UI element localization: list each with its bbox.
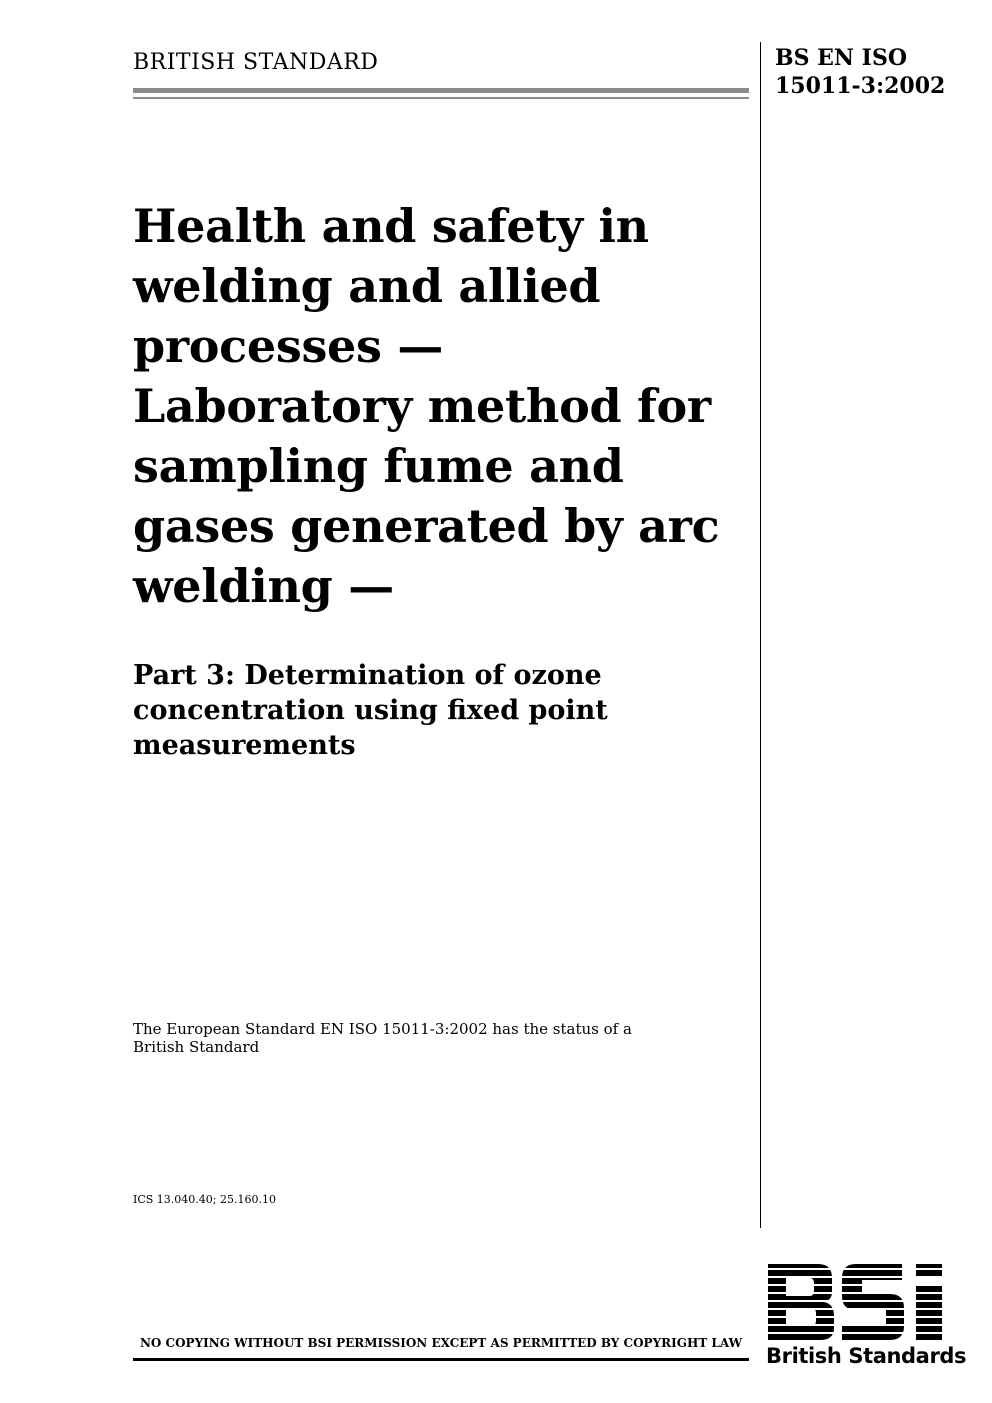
title-line: welding — [133, 559, 394, 613]
title-line: sampling fume and [133, 439, 624, 493]
part-title [133, 658, 753, 763]
document-title [133, 196, 753, 616]
title-line: gases generated by arc [133, 499, 720, 553]
standard-number-line-2: 15011-3:2002 [775, 73, 946, 99]
standard-number [775, 44, 945, 100]
vertical-divider [760, 42, 761, 1228]
title-line: welding and allied [133, 259, 601, 313]
status-note-line: The European Standard EN ISO 15011-3:2002 has the status of a [133, 1020, 632, 1038]
copyright-notice: NO COPYING WITHOUT BSI PERMISSION EXCEPT AS PERMITTED BY COPYRIGHT LAW [139, 1336, 743, 1350]
footer-rule [133, 1358, 749, 1361]
series-label: BRITISH STANDARD [133, 50, 379, 75]
title-line: processes — [133, 319, 444, 373]
part-title-line: Part 3: Determination of ozone [133, 660, 602, 691]
part-title-line: measurements [133, 730, 356, 761]
header-rule [133, 88, 749, 93]
part-title-line: concentration using fixed point [133, 695, 608, 726]
title-line: Health and safety in [133, 199, 649, 253]
header-rule-thin [133, 97, 749, 99]
status-note [133, 1020, 693, 1056]
title-line: Laboratory method for [133, 379, 711, 433]
standard-number-line-1: BS EN ISO [775, 45, 908, 71]
bsi-logo-caption: British Standards [766, 1344, 967, 1368]
ics-code: ICS 13.040.40; 25.160.10 [133, 1193, 276, 1206]
status-note-line: British Standard [133, 1038, 260, 1056]
